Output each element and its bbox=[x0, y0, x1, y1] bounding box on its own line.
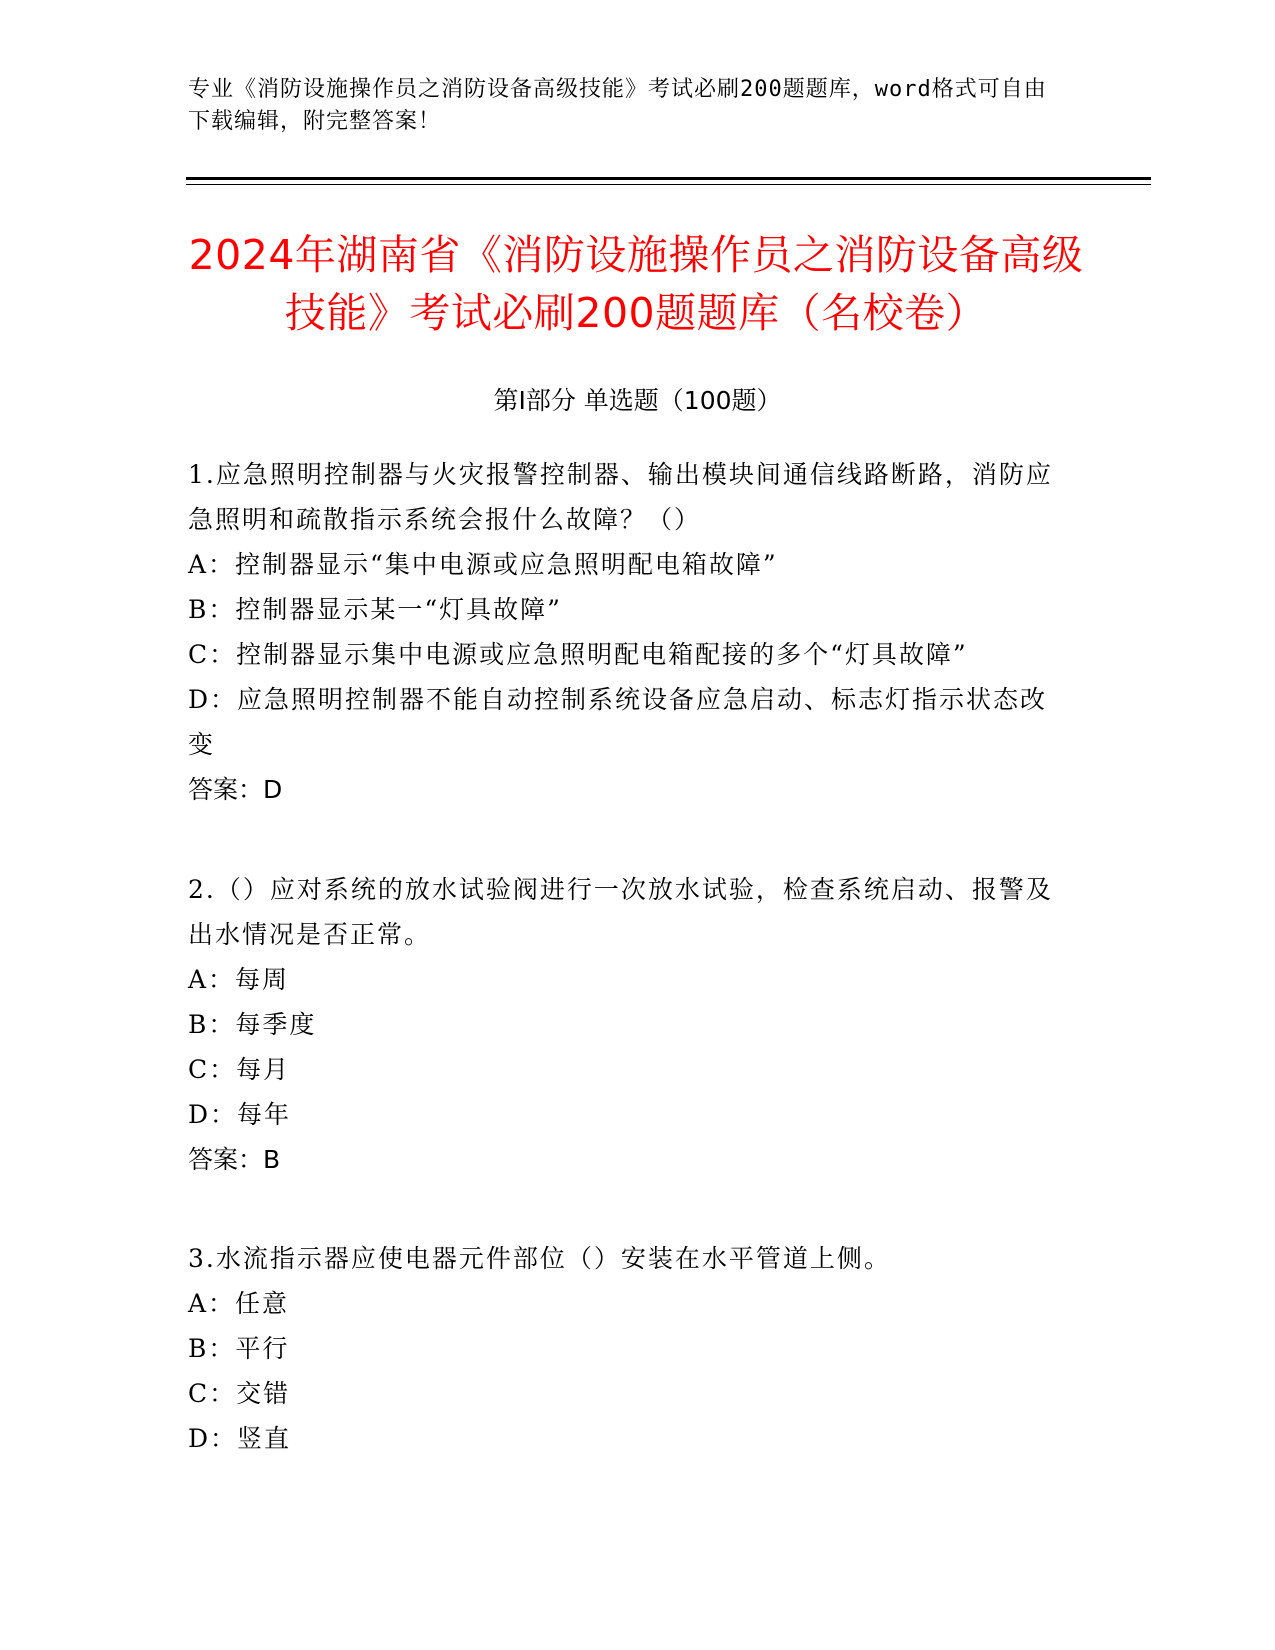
option-a: A：控制器显示“集中电源或应急照明配电箱故障” bbox=[188, 550, 778, 579]
question-text: 1.应急照明控制器与火灾报警控制器、输出模块间通信线路断路，消防应急照明和疏散指示系统会报什么故障？（） bbox=[188, 460, 1053, 534]
option-c: C：控制器显示集中电源或应急照明配电箱配接的多个“灯具故障” bbox=[188, 640, 968, 669]
option-d: D：应急照明控制器不能自动控制系统设备应急启动、标志灯指示状态改变 bbox=[188, 685, 1048, 759]
document-title: 2024年湖南省《消防设施操作员之消防设备高级技能》考试必刷200题题库（名校卷） bbox=[188, 231, 1084, 337]
option-b: B：平行 bbox=[188, 1334, 290, 1363]
option-b: B：每季度 bbox=[188, 1010, 317, 1039]
option-b: B：控制器显示某一“灯具故障” bbox=[188, 595, 562, 624]
question-text: 2.（）应对系统的放水试验阀进行一次放水试验，检查系统启动、报警及出水情况是否正常。 bbox=[188, 875, 1053, 949]
option-a: A：任意 bbox=[188, 1289, 290, 1318]
question-3 bbox=[188, 1236, 1068, 1461]
question-text: 3.水流指示器应使电器元件部位（）安装在水平管道上侧。 bbox=[188, 1244, 891, 1273]
option-a: A：每周 bbox=[188, 965, 290, 994]
header-rule-thin bbox=[186, 184, 1151, 185]
header-note: 专业《消防设施操作员之消防设备高级技能》考试必刷200题题库，word格式可自由下载编辑，附完整答案！ bbox=[188, 77, 1047, 134]
option-d: D：每年 bbox=[188, 1100, 292, 1129]
answer: 答案：B bbox=[188, 1145, 281, 1174]
question-1 bbox=[188, 452, 1068, 812]
option-c: C：交错 bbox=[188, 1379, 291, 1408]
header-rule-thick bbox=[186, 177, 1151, 180]
option-c: C：每月 bbox=[188, 1055, 291, 1084]
section-title: 第Ⅰ部分 单选题（100题） bbox=[493, 386, 782, 415]
answer: 答案：D bbox=[188, 775, 283, 804]
question-2 bbox=[188, 867, 1068, 1182]
option-d: D：竖直 bbox=[188, 1424, 292, 1453]
